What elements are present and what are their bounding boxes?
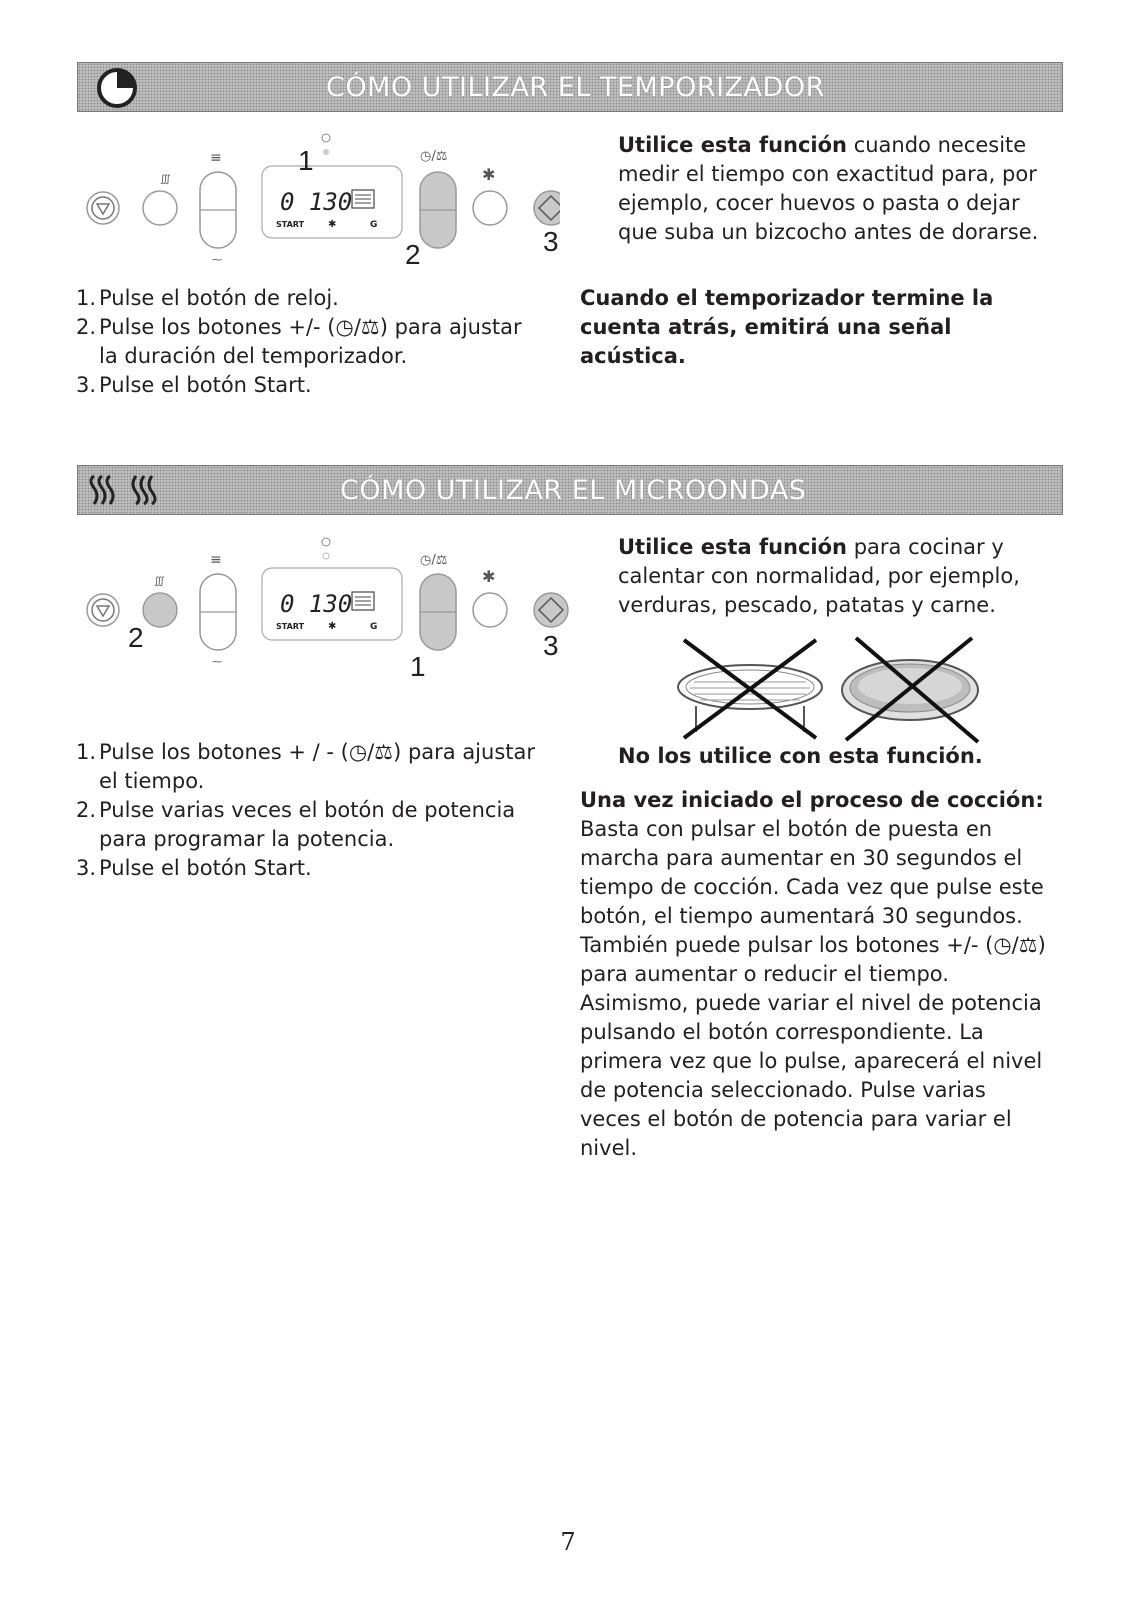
microwave-section-title: CÓMO UTILIZAR EL MICROONDAS	[340, 474, 807, 506]
svg-text:≡: ≡	[210, 150, 222, 166]
lcd-display	[262, 166, 402, 238]
microwave-steps	[76, 738, 546, 883]
svg-text:✱: ✱	[328, 621, 337, 632]
crisp-plate-image	[842, 638, 978, 742]
svg-text:✱: ✱	[482, 567, 496, 586]
callout-2: 2	[405, 239, 421, 270]
svg-text:◷/⚖: ◷/⚖	[420, 553, 448, 568]
lcd-display	[262, 568, 402, 640]
list-item: 1. Pulse los botones + / - (◷/⚖) para ajustar el tiempo.	[76, 740, 536, 793]
timer-intro: Utilice esta función cuando necesite medir el tiempo con exactitud para, por ejemplo, cocer huevos o pasta o dejar que suba un bizcocho antes de dorarse.	[618, 133, 1039, 244]
microwave-power-button[interactable]	[143, 174, 177, 225]
cooking-heading: Una vez iniciado el proceso de cocción:	[580, 788, 1044, 812]
start-button[interactable]	[534, 191, 560, 225]
timer-note: Cuando el temporizador termine la cuenta atrás, emitirá una señal acústica.	[580, 286, 994, 368]
start-button[interactable]	[534, 593, 568, 627]
callout-3: 3	[543, 226, 559, 257]
list-item: 3. Pulse el botón Start.	[76, 373, 312, 397]
callout-1: 1	[410, 651, 426, 682]
grill-mode-rocker[interactable]	[200, 150, 236, 266]
svg-text:◷/⚖: ◷/⚖	[420, 149, 448, 164]
forbidden-accessories-illustration	[670, 632, 990, 744]
list-item: 3. Pulse el botón Start.	[76, 856, 312, 880]
timer-section-banner	[77, 62, 1063, 112]
timer-steps	[76, 284, 546, 400]
microwave-power-button[interactable]	[143, 576, 177, 627]
defrost-button[interactable]	[473, 567, 507, 627]
svg-text:∭: ∭	[154, 576, 165, 587]
lcd-grams-label: G	[370, 622, 378, 632]
microwave-section-banner	[77, 465, 1063, 515]
lcd-start-label: START	[276, 622, 305, 631]
timer-section-title: CÓMO UTILIZAR EL TEMPORIZADOR	[326, 71, 825, 103]
svg-text:∭: ∭	[160, 174, 171, 185]
svg-text:✱: ✱	[482, 165, 496, 184]
callout-1: 1	[298, 145, 314, 176]
list-item: 2. Pulse varias veces el botón de potencia para programar la potencia.	[76, 798, 516, 851]
list-item: 1. Pulse el botón de reloj.	[76, 286, 339, 310]
lcd-start-label: START	[276, 220, 305, 229]
svg-text:≡: ≡	[210, 552, 222, 568]
page-number: 7	[560, 1528, 576, 1556]
plus-minus-rocker[interactable]	[420, 149, 456, 248]
stop-button[interactable]	[87, 594, 119, 626]
callout-3: 3	[543, 630, 559, 661]
svg-text:✱: ✱	[328, 219, 337, 230]
lcd-time: 0 130	[280, 188, 353, 216]
lcd-grams-label: G	[370, 220, 378, 230]
svg-text:⁓: ⁓	[212, 657, 222, 668]
forbidden-caption: No los utilice con esta función.	[618, 744, 983, 768]
clock-icon	[96, 67, 138, 109]
microwave-control-panel	[80, 530, 570, 690]
microwave-intro: Utilice esta función para cocinar y calentar con normalidad, por ejemplo, verduras, pescado, patatas y carne.	[618, 535, 1020, 617]
svg-text:⁓: ⁓	[212, 255, 222, 266]
timer-control-panel	[80, 130, 560, 270]
microwave-icon	[88, 474, 168, 508]
defrost-button[interactable]	[473, 165, 507, 225]
grill-mode-rocker[interactable]	[200, 552, 236, 668]
stop-button[interactable]	[87, 192, 119, 224]
callout-2: 2	[128, 622, 144, 653]
plus-minus-rocker[interactable]	[420, 553, 456, 650]
grill-rack-image	[678, 640, 822, 738]
list-item: 2. Pulse los botones +/- (◷/⚖) para ajustar la duración del temporizador.	[76, 315, 522, 368]
lcd-time: 0 130	[280, 590, 353, 618]
cooking-text: Basta con pulsar el botón de puesta en marcha para aumentar en 30 segundos el tiempo de cocción. Cada vez que pulse este botón, el tiempo aumentará 30 segundos. También puede pulsar los botones +/- (◷/⚖) para aumentar o reducir el tiempo. Asimismo, puede variar el nivel de potencia pulsando el botón correspondiente. La primera vez que lo pulse, aparecerá el nivel de potencia seleccionado. Pulse varias veces el botón de potencia para variar el nivel.	[580, 817, 1046, 1160]
